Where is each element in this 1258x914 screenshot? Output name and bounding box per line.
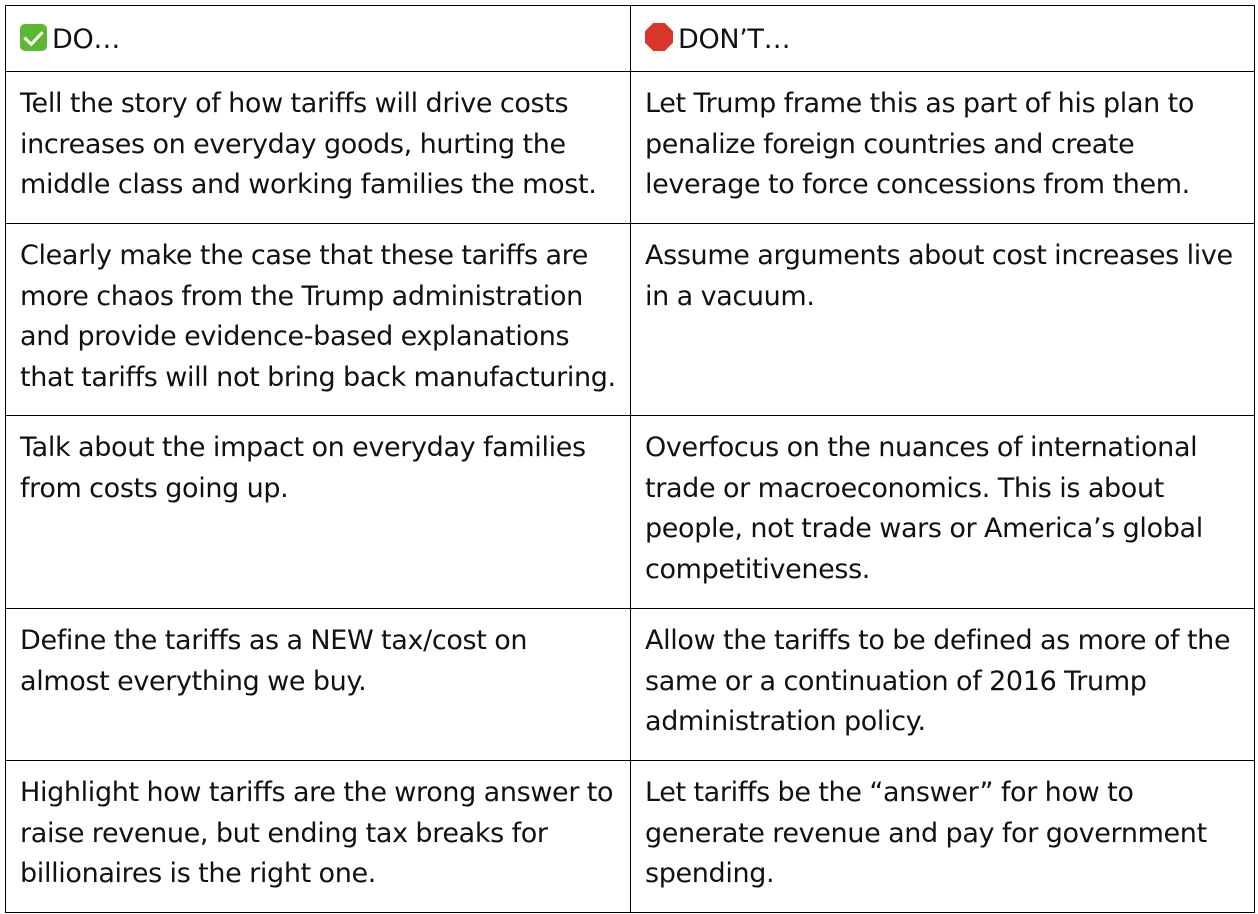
dont-cell: Overfocus on the nuances of international trade or macroeconomics. This is about people, not trade wars or America’s global competitiveness. bbox=[631, 416, 1255, 609]
do-cell: Define the tariffs as a NEW tax/cost on almost everything we buy. bbox=[6, 609, 631, 761]
do-cell: Tell the story of how tariffs will drive costs increases on everyday goods, hurting the middle class and working families the most. bbox=[6, 72, 631, 224]
header-row bbox=[6, 6, 1255, 72]
dont-header-label: DON’T… bbox=[678, 24, 791, 55]
do-header-cell bbox=[6, 6, 631, 72]
do-cell: Clearly make the case that these tariffs are more chaos from the Trump administration and provide evidence-based explanations that tariffs will not bring back manufacturing. bbox=[6, 224, 631, 416]
check-mark-icon bbox=[20, 24, 47, 51]
table-row bbox=[6, 224, 1255, 416]
table-row bbox=[6, 609, 1255, 761]
table-row bbox=[6, 72, 1255, 224]
stop-sign-icon bbox=[645, 23, 673, 51]
do-dont-table bbox=[5, 5, 1255, 913]
table-row bbox=[6, 416, 1255, 609]
do-header-label: DO… bbox=[52, 24, 120, 55]
dont-cell: Allow the tariffs to be defined as more of the same or a continuation of 2016 Trump administration policy. bbox=[631, 609, 1255, 761]
do-cell: Highlight how tariffs are the wrong answer to raise revenue, but ending tax breaks for billionaires is the right one. bbox=[6, 761, 631, 913]
dont-cell: Assume arguments about cost increases live in a vacuum. bbox=[631, 224, 1255, 416]
table-row bbox=[6, 761, 1255, 913]
do-cell: Talk about the impact on everyday families from costs going up. bbox=[6, 416, 631, 609]
dont-cell: Let tariffs be the “answer” for how to generate revenue and pay for government spending. bbox=[631, 761, 1255, 913]
dont-header-cell bbox=[631, 6, 1255, 72]
dont-cell: Let Trump frame this as part of his plan to penalize foreign countries and create leverage to force concessions from them. bbox=[631, 72, 1255, 224]
